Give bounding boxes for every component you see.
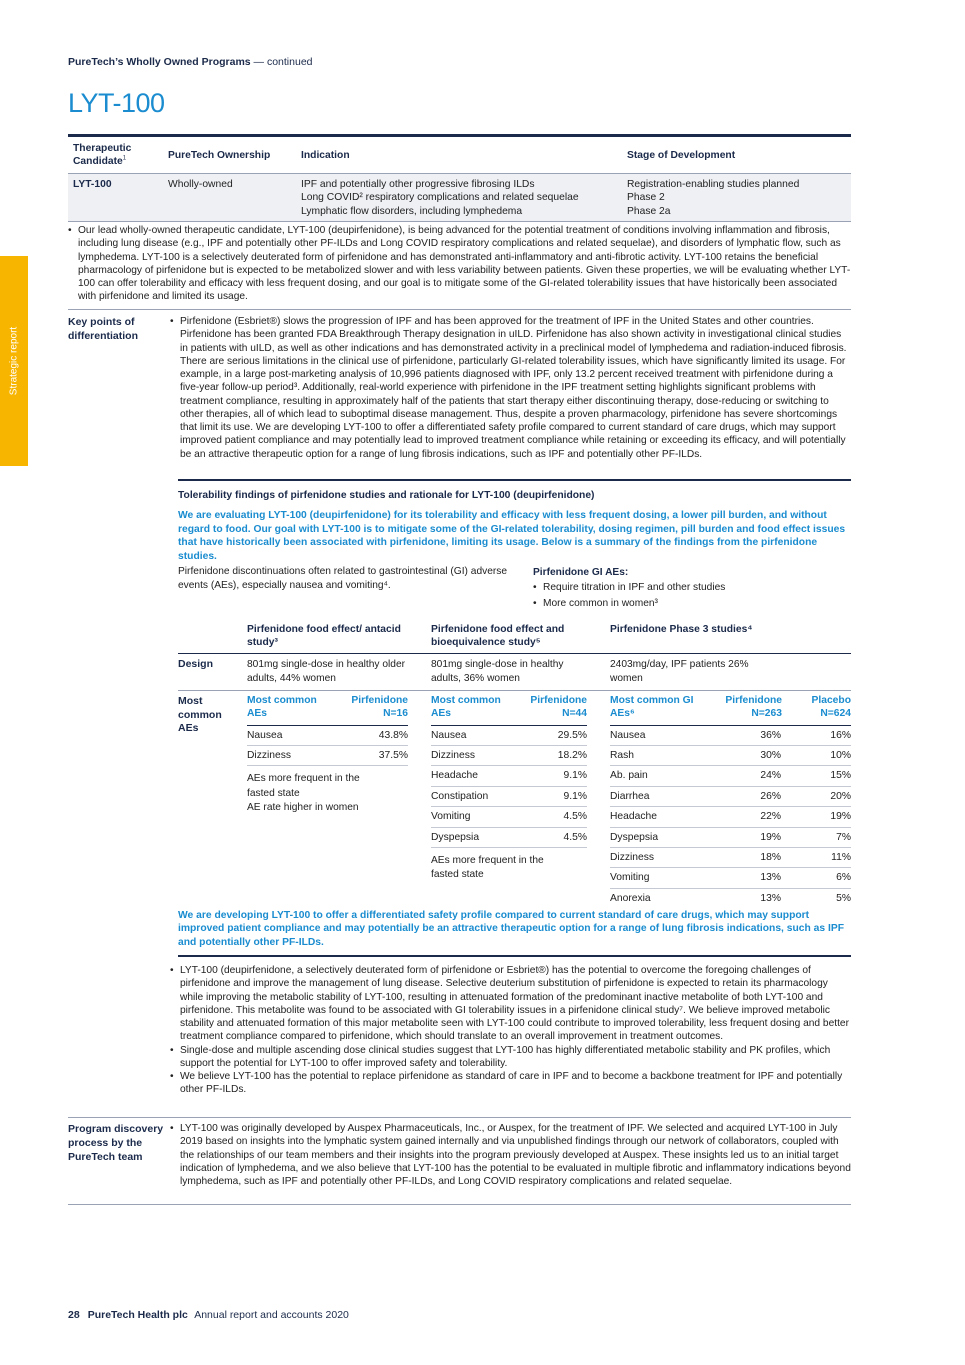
gi-aes-box [533, 565, 851, 611]
page-title: LYT-100 [68, 88, 165, 118]
divider [68, 1204, 851, 1205]
tolerability-title: Tolerability findings of pirfenidone studies and rationale for LYT-100 (deupirfenidone) [178, 490, 595, 501]
tolerability-box [178, 479, 851, 563]
study-2-ae [431, 695, 587, 883]
table-row: Dyspepsia 19% 7% [610, 827, 851, 847]
table-row: Nausea 29.5% [431, 726, 587, 746]
lyt100-bullets [170, 964, 851, 1097]
table-row: Vomiting 4.5% [431, 807, 587, 827]
study-2-notes: AEs more frequent in the fasted state [431, 854, 544, 881]
gi-ae-item: • Require titration in IPF and other studies [533, 580, 851, 595]
list-item: • We believe LYT-100 has the potential to replace pirfenidone as standard of care in IPF and to become a backbone treatment for IPF and potentially other PF-ILDs. [170, 1070, 851, 1097]
design-rule [178, 690, 851, 691]
running-header [68, 56, 313, 70]
stage-cell: Registration-enabling studies planned Phase 2 Phase 2a [622, 173, 851, 221]
tolerability-lead: We are evaluating LYT-100 (deupirfenidone) for its tolerability and efficacy with less frequent dosing, a lower pill burden, and without regard to food. Our goal with LYT-100 is to mitigate some of the GI-related tolerability, dosing regimen, pill burden and food effect issues that have historically been associated with pirfenidone, limiting its usage. Below is a summary of the findings from the pirfenidone studies. [178, 510, 846, 562]
th-candidate: Therapeutic Candidate$^1$ [68, 136, 163, 174]
header-suffix: — continued [250, 56, 313, 68]
list-item: • LYT-100 (deupirfenidone, a selectively deuterated form of pirfenidone or Esbriet®) has the potential to overcome the foregoing challenges of pirfenidone and improve the management of lung disease. Selective deuterium substitution of pirfenidone is expected to retain its pharmacology while improving the metabolic stability of LYT-100, resulting in attenuated formation of the predominant inactive metabolite of both LYT-100 and pirfenidone. This metabolite was found to be associated with GI tolerability issues in a pirfenidone clinical study⁷. We believe improved metabolic stability and attenuated formation of this major metabolite seen with LYT-100 could contribute to improved tolerability, less frequent dosing and better treatment compliance compared to pirfenidone, which should translate to an overall improvement in treatment outcomes. [170, 964, 851, 1044]
list-item: • Single-dose and multiple ascending dose clinical studies suggest that LYT-100 has highly differentiated metabolic stability and PK profiles, which support the potential for LYT-100 to offer improved safety and tolerability. [170, 1044, 851, 1071]
footer [68, 1309, 349, 1323]
divider [68, 309, 851, 310]
study-1-notes: AEs more frequent in the fasted state AE rate higher in women [247, 773, 360, 814]
intro-paragraph: • Our lead wholly-owned therapeutic candidate, LYT-100 (deupirfenidone), is being advanced for the potential treatment of conditions involving inflammation and fibrosis, including lung disease (e.g., IPF and potentially other PF-ILDs and Long COVID respiratory complications and related sequelae), and disorders of lymphatic flow, such as lymphedema. LYT-100 is a selectively deuterated form of pirfenidone and has demonstrated anti-inflammatory and anti-fibrotic activity. LYT-100 retains the beneficial pharmacology of pirfenidone but is expected to be metabolized slower and with less variability between patients. Given these properties, we will be evaluating whether LYT-100 can offer tolerability and efficacy with less frequent dosing, and our goal is to mitigate some of the GI-related tolerability issues that have historically been associated with pirfenidone and limited its usage. [68, 224, 851, 304]
table-row: Anorexia 13% 5% [610, 892, 851, 904]
ae-label: Most common AEs [178, 695, 222, 735]
program-text: • LYT-100 was originally developed by Auspex Pharmaceuticals, Inc., or Auspex, for the treatment of IPF. We selected and acquired LYT-100 in July 2019 based on insights into the lymphatic system gained internally and via unpublished findings through our network of collaborators, coupled with the relationships of our team members and their insights into the program previously developed at Auspex. These insights led us to an initial target indication of lymphedema, and we also believe that LYT-100 has the potential to be evaluated in multiple fibrotic and inflammatory indications beyond lymphedema, such as IPF and potentially other PF-ILDs, and Long COVID respiratory complications and related sequelae. [170, 1122, 851, 1188]
study-1-title: Pirfenidone food effect/ antacid study³ [247, 624, 401, 649]
overview-header-row [68, 136, 851, 174]
table-row: Vomiting 13% 6% [610, 868, 851, 888]
study-2-design: 801mg single-dose in healthy adults, 36% women [431, 659, 564, 684]
table-row: Nausea 43.8% [247, 726, 408, 746]
study-3-ae [610, 695, 851, 908]
table-row: Dyspepsia 4.5% [431, 827, 587, 847]
indication-cell: IPF and potentially other progressive fibrosing ILDs Long COVID² respiratory complications and related sequelae Lymphatic flow disorders, including lymphedema [296, 173, 622, 221]
table-row: Dizziness 18.2% [431, 746, 587, 766]
footer-company: PureTech Health plc [87, 1309, 188, 1321]
table-row: Rash 30% 10% [610, 746, 851, 766]
study-1-ae-head: Most common AEs Pirfenidone N=16 [247, 695, 408, 726]
study-2-title: Pirfenidone food effect and bioequivalence study⁵ [431, 624, 565, 649]
table-row: Headache 9.1% [431, 766, 587, 786]
footer-doc: Annual report and accounts 2020 [194, 1309, 349, 1321]
kpd-label: Key points of differentiation [68, 316, 138, 343]
candidate-cell: LYT-100 [68, 173, 163, 221]
study-2-ae-head: Most common AEs Pirfenidone N=44 [431, 695, 587, 726]
discontinuation-text: Pirfenidone discontinuations often related to gastrointestinal (GI) adverse events (AEs), especially nausea and vomiting⁴. [178, 566, 508, 591]
side-tab-label: Strategic report [8, 326, 20, 396]
conclusion-text: We are developing LYT-100 to offer a differentiated safety profile compared to current standard of care drugs, which may support improved patient compliance and may potentially be an attractive therapeutic option for a range of lung fibrosis indications, such as IPF and potentially other PF-ILDs. [178, 910, 844, 948]
th-indication: Indication [296, 136, 622, 174]
th-ownership: PureTech Ownership [163, 136, 296, 174]
divider [68, 1117, 851, 1118]
study-3-design: 2403mg/day, IPF patients 26% women [610, 659, 749, 684]
table-row: Headache 22% 19% [610, 807, 851, 827]
header-section: PureTech’s Wholly Owned Programs [68, 56, 251, 68]
th-stage: Stage of Development [622, 136, 851, 174]
table-row: Diarrhea 26% 20% [610, 786, 851, 806]
study-3-title: Pirfenidone Phase 3 studies⁴ [610, 624, 753, 635]
overview-row [68, 173, 851, 221]
design-label: Design [178, 658, 214, 670]
study-2-ae-table [431, 726, 587, 848]
table-row: Nausea 36% 16% [610, 726, 851, 746]
ownership-cell: Wholly-owned [163, 173, 296, 221]
table-row: Ab. pain 24% 15% [610, 766, 851, 786]
table-row: Dizziness 18% 11% [610, 847, 851, 867]
side-tab[interactable] [0, 256, 28, 466]
study-1-ae-table [247, 726, 408, 767]
gi-ae-item: • More common in women³ [533, 596, 851, 611]
conclusion-rule [178, 955, 851, 957]
kpd-text: • Pirfenidone (Esbriet®) slows the progression of IPF and has been approved for the treatment of IPF in the United States and other countries. Pirfenidone has been granted FDA Breakthrough Therapy designation in uILD. Pirfenidone has also shown activity in investigational clinical studies in patients with uILD, as well as other indications and has demonstrated activity in a preclinical model of lymphedema and radiation-induced fibrosis. There are serious limitations in the clinical use of pirfenidone, particularly GI-related tolerability issues, which have significantly limited its usage. For example, in a large post-marketing analysis of 10,996 patients diagnosed with IPF, only 13.2 percent received treatment with pirfenidone during a five-year follow-up period³. Additionally, real-world experience with pirfenidone in the IPF treatment setting highlights significant problems with treatment compliance, resulting in approximately half of the patients that start therapy either discontinuing therapy, dose-reducing or switching to other therapies, all of which lead to suboptimal disease management. Thus, despite a proven pharmacology, pirfenidone has severe shortcomings that limit its use. We are developing LYT-100 to offer a differentiated safety profile compared to current standard of care drugs, which may support improved patient compliance and may potentially lead to improved treatment compliance while retaining or exceeding its efficacy, and will potentially be an attractive therapeutic option for a range of lung fibrosis indications, such as IPF and potentially other PF-ILDs. [170, 315, 851, 461]
study-1-design: 801mg single-dose in healthy older adults, 44% women [247, 659, 406, 684]
overview-table [68, 134, 851, 222]
gi-aes-title: Pirfenidone GI AEs: [533, 567, 629, 578]
table-row: Dizziness 37.5% [247, 746, 408, 766]
table-row: Constipation 9.1% [431, 786, 587, 806]
study-1-ae [247, 695, 408, 815]
study-header-rule [178, 653, 851, 654]
page-number: 28 [68, 1309, 80, 1321]
program-label: Program discovery process by the PureTech team [68, 1123, 164, 1164]
study-3-ae-head: Most common GI AEs⁶ Pirfenidone N=263 Placebo N=624 [610, 695, 851, 726]
study-3-ae-table [610, 726, 851, 908]
